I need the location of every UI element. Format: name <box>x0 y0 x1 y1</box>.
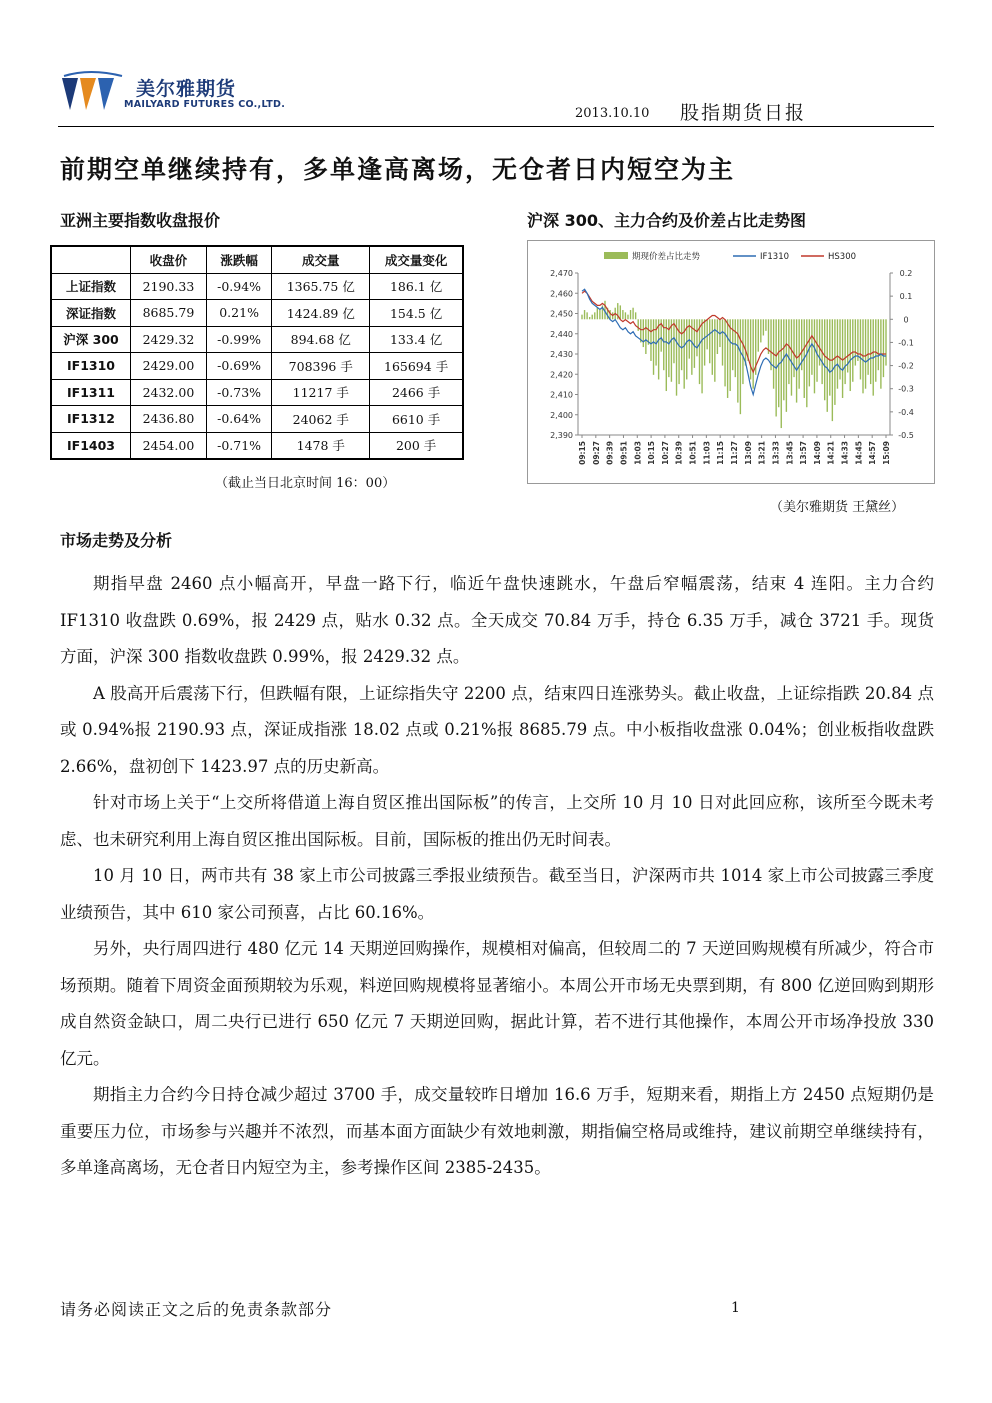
table-cell: 2454.00 <box>131 432 207 459</box>
spread-bar <box>737 319 738 402</box>
x-tick-label: 13:45 <box>785 441 795 465</box>
spread-bar <box>704 319 705 365</box>
table-header-cell <box>51 246 131 273</box>
left-tick-label: 2,470 <box>550 269 573 278</box>
spread-bar <box>635 312 636 319</box>
table-cell: -0.94% <box>206 273 271 300</box>
spread-bar <box>643 319 644 347</box>
right-tick-label: -0.2 <box>898 361 914 371</box>
x-tick-label: 10:03 <box>633 441 643 465</box>
spread-bar <box>735 319 736 377</box>
table-row <box>51 273 463 300</box>
left-tick-label: 2,420 <box>550 370 573 380</box>
spread-bar <box>834 319 835 405</box>
spread-bar <box>768 319 769 354</box>
spread-bar <box>844 319 845 384</box>
spread-bar <box>765 319 766 331</box>
x-tick-label: 14:57 <box>868 441 878 465</box>
spread-bar <box>722 319 723 365</box>
logo-text-en: MAILYARD FUTURES CO.,LTD. <box>124 99 286 110</box>
x-tick-label: 14:21 <box>826 441 836 465</box>
row-label-cell: 上证指数 <box>51 273 131 300</box>
left-tick-label: 2,400 <box>550 410 573 420</box>
spread-bar <box>732 319 733 370</box>
spread-bar <box>809 319 810 386</box>
spread-bar <box>597 308 598 320</box>
table-row <box>51 300 463 327</box>
x-tick-label: 13:21 <box>757 441 767 465</box>
table-cell: 2190.33 <box>131 273 207 300</box>
table-row <box>51 406 463 433</box>
x-tick-label: 13:09 <box>743 441 753 465</box>
table-row <box>51 353 463 380</box>
spread-bar <box>811 319 812 375</box>
chart-credit: （美尔雅期货 王黛丝） <box>770 500 905 515</box>
x-tick-label: 10:51 <box>688 441 698 465</box>
spread-bar <box>676 319 677 395</box>
x-tick-label: 14:09 <box>812 441 822 465</box>
logo-mark-icon <box>60 70 124 116</box>
spread-bar <box>878 319 879 370</box>
spread-bar <box>625 312 626 319</box>
table-cell: -0.99% <box>206 326 271 353</box>
analysis-paragraph: 期指主力合约今日持仓减少超过 3700 手，成交量较昨日增加 16.6 万手，短期来看，期指上方 2450 点短期仍是重要压力位，市场参与兴趣并不浓烈，而基本面方面缺少有效地刺激，期指偏空格局或维持，建议前期空单继续持有，多单逢高离场，无仓者日内短空为主，参考操作区间 2385-2435。 <box>60 1085 934 1177</box>
table-cell: 200 手 <box>370 432 463 459</box>
left-tick-label: 2,450 <box>550 309 573 319</box>
row-label-cell: IF1311 <box>51 379 131 406</box>
spread-bar <box>724 319 725 386</box>
table-cell: 708396 手 <box>272 353 370 380</box>
spread-bar <box>658 319 659 379</box>
table-cell: 2436.80 <box>131 406 207 433</box>
table-cell: 6610 手 <box>370 406 463 433</box>
spread-bar <box>584 310 585 319</box>
x-tick-label: 13:57 <box>799 441 809 465</box>
spread-bar <box>745 319 746 365</box>
right-tick-label: -0.5 <box>898 431 914 440</box>
spread-bar <box>824 319 825 400</box>
spread-bar <box>750 319 751 379</box>
table-cell: 8685.79 <box>131 300 207 327</box>
x-tick-label: 13:33 <box>771 441 781 465</box>
spread-bar <box>581 315 582 320</box>
spread-bar <box>798 319 799 388</box>
analysis-paragraph: A 股高开后震荡下行，但跌幅有限，上证综指失守 2200 点，结束四日连涨势头。截止收盘，上证综指跌 20.84 点或 0.94%报 2190.93 点，深证成指涨 18.02 点或 0.21%报 8685.79 点。中小板指收盘涨 0.04%；创业板指收盘跌 2.66%，盘初创下 1423.97 点的历史新高。 <box>60 683 934 776</box>
page-title: 前期空单继续持有，多单逢高离场，无仓者日内短空为主 <box>60 155 736 184</box>
spread-bar <box>781 319 782 428</box>
spread-bar <box>870 319 871 384</box>
spread-bar <box>829 319 830 395</box>
x-tick-label: 10:39 <box>674 441 684 465</box>
spread-bar <box>673 319 674 363</box>
spread-bar <box>852 319 853 381</box>
analysis-paragraph: 针对市场上关于“上交所将借道上海自贸区推出国际板”的传言，上交所 10 月 10 日对此回应称，该所至今既未考虑、也未研究利用上海自贸区推出国际板。目前，国际板的推出仍无时间表。 <box>60 793 934 849</box>
analysis-heading: 市场走势及分析 <box>60 531 173 550</box>
spread-bar <box>638 319 639 331</box>
chart-frame <box>527 240 935 484</box>
x-tick-label: 15:09 <box>882 441 891 465</box>
spread-bar <box>592 315 593 320</box>
left-tick-label: 2,460 <box>550 289 573 299</box>
header-divider <box>58 126 934 127</box>
table-cell: 24062 手 <box>272 406 370 433</box>
company-logo <box>60 68 310 120</box>
table-cell: 1365.75 亿 <box>272 273 370 300</box>
x-tick-label: 10:27 <box>660 441 670 465</box>
table-cell: 2466 手 <box>370 379 463 406</box>
spread-bar <box>763 319 764 335</box>
table-cell: -0.73% <box>206 379 271 406</box>
table-cell: 0.21% <box>206 300 271 327</box>
spread-bar <box>875 319 876 381</box>
table-cell: 133.4 亿 <box>370 326 463 353</box>
row-label-cell: IF1310 <box>51 353 131 380</box>
left-tick-label: 2,430 <box>550 350 573 359</box>
table-cell: -0.69% <box>206 353 271 380</box>
x-tick-label: 09:27 <box>591 441 601 465</box>
analysis-paragraph: 期指早盘 2460 点小幅高开，早盘一路下行，临近午盘快速跳水，午盘后窄幅震荡，结束 4 连阳。主力合约 IF1310 收盘跌 0.69%，报 2429 点，贴水 0.32 点。全天成交 70.84 万手，持仓 6.35 万手，减仓 3721 手。现货方面，沪深 300 指数收盘跌 0.99%，报 2429.32 点。 <box>60 574 934 666</box>
spread-bar <box>653 319 654 375</box>
row-label-cell: IF1312 <box>51 406 131 433</box>
spread-bar <box>758 319 759 351</box>
right-tick-label: 0.2 <box>899 269 913 278</box>
table-cell: 1478 手 <box>272 432 370 459</box>
spread-bar <box>760 319 761 342</box>
trend-chart <box>528 241 934 483</box>
index-quote-table <box>50 245 464 460</box>
x-tick-label: 09:51 <box>619 441 629 465</box>
spread-bar <box>729 319 730 391</box>
table-cell: 11217 手 <box>272 379 370 406</box>
table-row <box>51 379 463 406</box>
spread-bar <box>709 319 710 363</box>
table-row <box>51 432 463 459</box>
page-number: 1 <box>731 1300 740 1316</box>
table-header-cell: 成交量变化 <box>370 246 463 273</box>
spread-bar <box>816 319 817 381</box>
spread-bar <box>666 319 667 391</box>
table-note: （截止当日北京时间 16：00） <box>215 476 396 491</box>
spread-bar <box>632 308 633 320</box>
spread-bar <box>586 312 587 319</box>
spread-bar <box>855 319 856 365</box>
table-header-cell: 涨跌幅 <box>206 246 271 273</box>
spread-bar <box>839 319 840 379</box>
spread-bar <box>740 319 741 414</box>
table-cell: 165694 手 <box>370 353 463 380</box>
spread-bar <box>742 319 743 384</box>
spread-bar <box>806 319 807 407</box>
legend-label-hs300: HS300 <box>828 252 857 262</box>
legend-label-if1310: IF1310 <box>760 252 790 262</box>
report-type: 股指期货日报 <box>680 102 807 124</box>
spread-bar <box>678 319 679 384</box>
spread-bar <box>837 319 838 388</box>
left-tick-label: 2,410 <box>550 390 573 400</box>
table-cell: -0.71% <box>206 432 271 459</box>
spread-bar <box>650 319 651 361</box>
table-cell: 2429.32 <box>131 326 207 353</box>
spread-bar <box>694 319 695 368</box>
right-tick-label: -0.3 <box>898 384 914 394</box>
table-cell: -0.64% <box>206 406 271 433</box>
spread-bar <box>791 319 792 395</box>
x-tick-label: 09:15 <box>578 441 587 465</box>
spread-bar <box>696 319 697 356</box>
table-header-row <box>51 246 463 273</box>
spread-bar <box>857 319 858 361</box>
table-row <box>51 326 463 353</box>
x-tick-label: 11:03 <box>702 441 712 465</box>
spread-bar <box>706 319 707 349</box>
spread-bar <box>717 319 718 354</box>
table-cell: 2432.00 <box>131 379 207 406</box>
spread-bar <box>788 319 789 384</box>
spread-bar <box>883 319 884 377</box>
table-cell: 1424.89 亿 <box>272 300 370 327</box>
table-header-cell: 成交量 <box>272 246 370 273</box>
analysis-paragraph: 另外，央行周四进行 480 亿元 14 天期逆回购操作，规模相对偏高，但较周二的 7 天逆回购规模有所减少，符合市场预期。随着下周资金面预期较为乐观，料逆回购规模将显著缩小。本周公开市场无央票到期，有 800 亿逆回购到期形成自然资金缺口，周二央行已进行 650 亿元 7 天期逆回购，据此计算，若不进行其他操作，本周公开市场净投放 330 亿元。 <box>60 939 934 1068</box>
spread-bar <box>796 319 797 402</box>
table-heading: 亚洲主要指数收盘报价 <box>60 211 221 230</box>
spread-bar <box>701 319 702 393</box>
x-tick-label: 11:27 <box>730 441 739 465</box>
spread-bar <box>594 312 595 319</box>
table-cell: 2429.00 <box>131 353 207 380</box>
row-label-cell: 沪深 300 <box>51 326 131 353</box>
left-tick-label: 2,390 <box>550 431 573 440</box>
spread-bar <box>850 319 851 391</box>
row-label-cell: IF1403 <box>51 432 131 459</box>
spread-bar <box>827 319 828 412</box>
table-cell: 154.5 亿 <box>370 300 463 327</box>
spread-bar <box>865 319 866 388</box>
chart-heading: 沪深 300、主力合约及价差占比走势图 <box>527 211 806 230</box>
spread-bar <box>885 319 886 365</box>
right-tick-label: 0 <box>903 315 909 325</box>
spread-bar <box>752 319 753 388</box>
x-tick-label: 10:15 <box>647 441 657 465</box>
right-tick-label: 0.1 <box>899 292 913 302</box>
spread-bar <box>599 310 600 319</box>
table-cell: 186.1 亿 <box>370 273 463 300</box>
spread-bar <box>589 317 590 319</box>
legend-swatch-spread <box>604 252 628 259</box>
spread-bar <box>645 319 646 354</box>
spread-bar <box>860 319 861 379</box>
analysis-body <box>60 566 934 1187</box>
table-header-cell: 收盘价 <box>131 246 207 273</box>
spread-bar <box>727 319 728 398</box>
x-tick-label: 14:45 <box>854 441 864 465</box>
disclaimer-note: 请务必阅读正文之后的免责条款部分 <box>60 1300 333 1319</box>
spread-bar <box>627 315 628 320</box>
spread-bar <box>842 319 843 398</box>
x-tick-label: 11:15 <box>716 441 726 465</box>
spread-bar <box>683 319 684 388</box>
right-tick-label: -0.4 <box>898 407 914 417</box>
spread-bar <box>714 319 715 381</box>
spread-bar <box>620 305 621 319</box>
spread-bar <box>793 319 794 377</box>
spread-bar <box>712 319 713 375</box>
spread-bar <box>867 319 868 375</box>
spread-bar <box>622 310 623 319</box>
spread-bar <box>814 319 815 393</box>
x-tick-label: 09:39 <box>605 441 615 465</box>
x-tick-label: 14:33 <box>840 441 850 465</box>
spread-bar <box>630 310 631 319</box>
left-tick-label: 2,440 <box>550 329 573 339</box>
legend-label-spread: 期现价差占比走势 <box>632 252 701 262</box>
table-cell: 894.68 亿 <box>272 326 370 353</box>
logo-text-cn: 美尔雅期货 <box>136 78 237 100</box>
analysis-paragraph: 10 月 10 日，两市共有 38 家上市公司披露三季报业绩预告。截至当日，沪深两市共 1014 家上市公司披露三季度业绩预告，其中 610 家公司预喜，占比 60.16%。 <box>60 866 934 922</box>
spread-bar <box>681 319 682 370</box>
row-label-cell: 深证指数 <box>51 300 131 327</box>
report-date: 2013.10.10 <box>575 106 650 121</box>
spread-bar <box>786 319 787 412</box>
right-tick-label: -0.1 <box>898 338 914 348</box>
spread-bar <box>671 319 672 381</box>
